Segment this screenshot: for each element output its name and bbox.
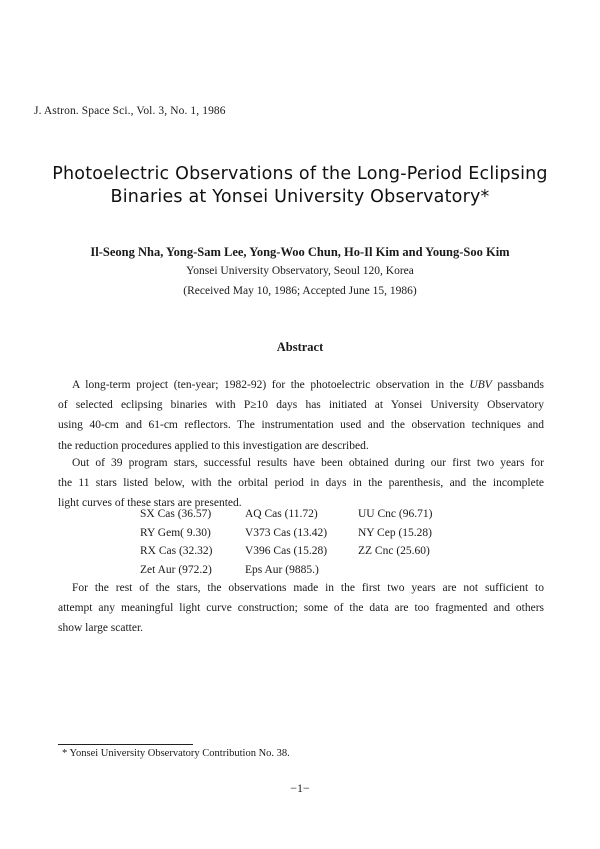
received-dates: (Received May 10, 1986; Accepted June 15, 1986): [183, 285, 417, 297]
star-entry: Zet Aur (972.2): [140, 563, 212, 576]
star-entry: V373 Cas (13.42): [245, 526, 328, 539]
paragraph-line: light curves of these stars are presented.: [58, 497, 242, 510]
abstract-paragraph-1: [58, 375, 544, 456]
footnote-divider: [58, 744, 193, 745]
paragraph-line: using 40-cm and 61-cm reflectors. The instrumentation used and the observation techniques and: [58, 419, 544, 432]
paragraph-line: of selected eclipsing binaries with P≥10 days has initiated at Yonsei University Observatory: [58, 399, 544, 412]
star-entry: NY Cep (15.28): [358, 526, 432, 539]
text-span: passbands: [491, 379, 544, 391]
paragraph-line: show large scatter.: [58, 622, 144, 635]
star-row: [140, 524, 480, 543]
star-entry: ZZ Cnc (25.60): [358, 545, 430, 557]
star-entry: RY Gem( 9.30): [140, 526, 211, 539]
paragraph-line: the 11 stars listed below, with the orbital period in days in the parenthesis, and the incomplete: [58, 477, 544, 490]
star-entry: V396 Cas (15.28): [245, 545, 328, 557]
paragraph-line: the reduction procedures applied to this investigation are described.: [58, 439, 369, 452]
star-entry: UU Cnc (96.71): [358, 508, 433, 520]
star-row: [140, 561, 480, 580]
star-row: [140, 505, 480, 524]
footnote: * Yonsei University Observatory Contribution No. 38.: [62, 748, 290, 759]
paper-title-line-2: Binaries at Yonsei University Observatory*: [110, 187, 490, 207]
abstract-paragraph-3: [58, 578, 544, 639]
paragraph-line: Out of 39 program stars, successful results have been obtained during our first two years for: [72, 457, 544, 469]
affiliation: Yonsei University Observatory, Seoul 120, Korea: [186, 265, 414, 277]
ubv-term: UBV: [469, 379, 492, 391]
paragraph-line: For the rest of the stars, the observations made in the first two years are not sufficient to: [72, 582, 544, 594]
abstract-heading: Abstract: [276, 340, 324, 354]
page-number: −1−: [290, 781, 310, 795]
star-entry: RX Cas (32.32): [140, 545, 213, 557]
star-list: [140, 505, 480, 579]
journal-reference: J. Astron. Space Sci., Vol. 3, No. 1, 1986: [34, 105, 226, 117]
star-entry: SX Cas (36.57): [140, 508, 212, 520]
star-entry: Eps Aur (9885.): [245, 563, 319, 576]
star-entry: AQ Cas (11.72): [245, 508, 318, 520]
paragraph-line: attempt any meaningful light curve construction; some of the data are too fragmented and others: [58, 602, 544, 615]
star-row: [140, 542, 480, 561]
paragraph-line: [58, 375, 544, 395]
text-span: A long-term project (ten-year; 1982-92) for the photoelectric observation in the: [72, 379, 470, 391]
paper-title-line-1: Photoelectric Observations of the Long-Period Eclipsing: [52, 164, 548, 184]
author-list: Il-Seong Nha, Yong-Sam Lee, Yong-Woo Chun, Ho-Il Kim and Young-Soo Kim: [90, 245, 510, 259]
